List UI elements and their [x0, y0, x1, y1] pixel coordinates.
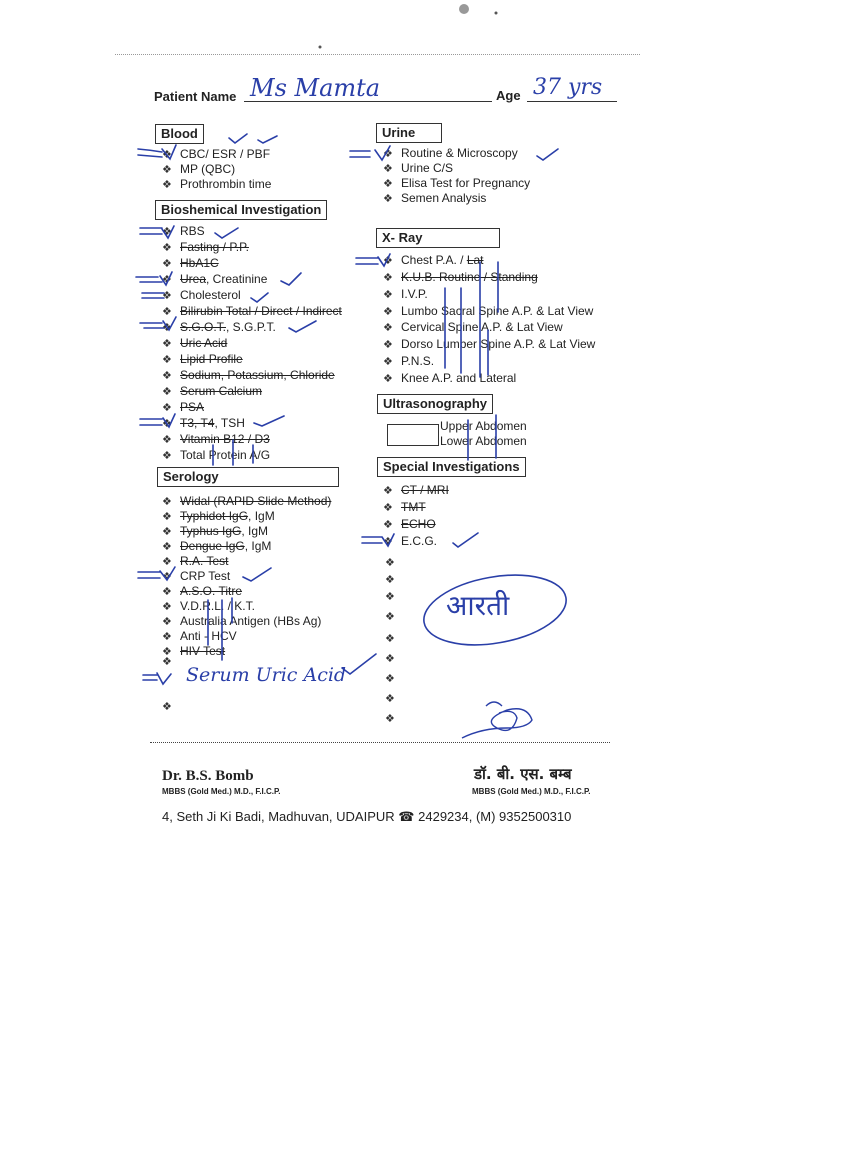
- item-text: Knee A.P. and Lateral: [401, 371, 517, 385]
- empty-bullet: ❖: [385, 611, 395, 623]
- bullet-icon: ❖: [383, 502, 393, 514]
- bullet-icon: ❖: [383, 148, 393, 160]
- item-text: Semen Analysis: [401, 191, 487, 205]
- qualification-hi: MBBS (Gold Med.) M.D., F.I.C.P.: [472, 787, 591, 796]
- bullet-icon: ❖: [383, 255, 393, 267]
- blood-section-title: Blood: [155, 124, 204, 144]
- bullet-icon: ❖: [162, 631, 172, 643]
- serology-section-title: Serology: [157, 467, 339, 487]
- bullet-icon: ❖: [162, 616, 172, 628]
- address-text: 4, Seth Ji Ki Badi, Madhuvan, UDAIPUR: [162, 809, 395, 824]
- bullet-icon: ❖: [162, 402, 172, 414]
- empty-bullet: ❖: [385, 693, 395, 705]
- item-text-rest: , Creatinine: [206, 272, 268, 286]
- footer-divider: [150, 742, 610, 743]
- item-text-rest: , IgM: [248, 509, 275, 523]
- item-text: Urine C/S: [401, 161, 454, 175]
- special-section-title: Special Investigations: [377, 457, 526, 477]
- empty-bullet: ❖: [162, 701, 172, 713]
- item-text: TMT: [401, 500, 426, 514]
- bullet-icon: ❖: [162, 370, 172, 382]
- bullet-icon: ❖: [162, 354, 172, 366]
- empty-bullet: ❖: [385, 633, 395, 645]
- item-text: Widal (RAPID Slide Method): [180, 494, 332, 508]
- bullet-icon: ❖: [162, 541, 172, 553]
- item-text: P.N.S.: [401, 354, 435, 368]
- patient-name-value: Ms Mamta: [250, 74, 381, 102]
- bullet-icon: ❖: [383, 322, 393, 334]
- xray-section-title: X- Ray: [376, 228, 500, 248]
- qualification-en: MBBS (Gold Med.) M.D., F.I.C.P.: [162, 787, 281, 796]
- item-text: A.S.O. Titre: [180, 584, 243, 598]
- bullet-icon: ❖: [383, 519, 393, 531]
- item-text: Elisa Test for Pregnancy: [401, 176, 531, 190]
- item-text: HbA1C: [180, 256, 219, 270]
- bullet-icon: ❖: [162, 258, 172, 270]
- item-text-rest: , IgM: [241, 524, 269, 538]
- bullet-icon: ❖: [383, 289, 393, 301]
- bullet-icon: ❖: [383, 339, 393, 351]
- bullet-icon: ❖: [383, 356, 393, 368]
- bullet-icon: ❖: [383, 536, 393, 548]
- item-text: E.C.G.: [401, 534, 438, 548]
- phone-text: 2429234, (M) 9352500310: [418, 809, 572, 824]
- item-text: Anti - HCV: [180, 629, 237, 643]
- item-text: R.A. Test: [180, 554, 229, 568]
- empty-bullet: ❖: [385, 557, 395, 569]
- item-text: Routine & Microscopy: [401, 146, 518, 160]
- bullet-icon: ❖: [162, 306, 172, 318]
- bullet-icon: ❖: [383, 193, 393, 205]
- item-text: ECHO: [401, 517, 436, 531]
- bullet-icon: ❖: [383, 485, 393, 497]
- item-text: PSA: [180, 400, 205, 414]
- bullet-icon: ❖: [162, 434, 172, 446]
- bullet-icon: ❖: [162, 179, 172, 191]
- serology-handwritten-extra: Serum Uric Acid: [186, 664, 347, 686]
- empty-bullet: ❖: [385, 591, 395, 603]
- item-text: Vitamin B12 / D3: [180, 432, 270, 446]
- bullet-icon: ❖: [162, 322, 172, 334]
- bullet-icon: ❖: [162, 386, 172, 398]
- item-text: Bilirubin Total / Direct / Indirect: [180, 304, 342, 318]
- bullet-icon: ❖: [162, 274, 172, 286]
- ultrasonography-item: Lower Abdomen: [440, 434, 527, 448]
- biochem-section-title: Bioshemical Investigation: [155, 200, 327, 220]
- item-text-struck: Lat: [466, 253, 484, 267]
- doctor-name-hi: डॉ. बी. एस. बम्ब: [474, 765, 572, 783]
- bullet-icon: ❖: [383, 306, 393, 318]
- bullet-icon: ❖: [383, 272, 393, 284]
- bullet-icon: ❖: [162, 646, 172, 658]
- item-text: CBC/ ESR / PBF: [180, 147, 271, 161]
- item-text: Total Protein A/G: [180, 448, 271, 462]
- phone-icon: ☎: [398, 809, 415, 824]
- item-text: T3, T4: [180, 416, 215, 430]
- bullet-icon: ❖: [162, 586, 172, 598]
- item-text: Dengue IgG: [180, 539, 245, 553]
- item-text: Typhus IgG: [180, 524, 242, 538]
- bullet-icon: ❖: [383, 178, 393, 190]
- item-text: MP (QBC): [180, 162, 236, 176]
- item-text: Australia Antigen (HBs Ag): [180, 614, 322, 628]
- bullet-icon: ❖: [162, 571, 172, 583]
- item-text: K.U.B. Routine / Standing: [401, 270, 538, 284]
- age-value: 37 yrs: [533, 75, 603, 100]
- item-text: Urea: [180, 272, 207, 286]
- bullet-icon: ❖: [162, 418, 172, 430]
- empty-bullet: ❖: [385, 653, 395, 665]
- clinic-address: [162, 809, 571, 825]
- item-text: S.G.O.T.: [180, 320, 227, 334]
- patient-name-label: Patient Name: [154, 89, 237, 104]
- empty-bullet: ❖: [385, 574, 395, 586]
- item-text: HIV Test: [180, 644, 226, 658]
- bullet-icon: ❖: [162, 601, 172, 613]
- item-text: CRP Test: [180, 569, 231, 583]
- age-label: Age: [496, 88, 521, 103]
- bullet-icon: ❖: [162, 556, 172, 568]
- stamp-text: आरती: [446, 589, 510, 622]
- empty-bullet: ❖: [385, 673, 395, 685]
- ultrasonography-section-title: Ultrasonography: [377, 394, 493, 414]
- bullet-icon: ❖: [162, 149, 172, 161]
- bullet-icon: ❖: [162, 338, 172, 350]
- item-text: Fasting / P.P.: [180, 240, 249, 254]
- item-text: Sodium, Potassium, Chloride: [180, 368, 335, 382]
- item-text: CT / MRI: [401, 483, 449, 497]
- item-text: I.V.P.: [401, 287, 428, 301]
- bullet-icon: ❖: [162, 164, 172, 176]
- urine-section-title: Urine: [376, 123, 442, 143]
- bullet-icon: ❖: [383, 373, 393, 385]
- ultrasonography-item: Upper Abdomen: [440, 419, 527, 433]
- item-text: Dorso Lumber Spine A.P. & Lat View: [401, 337, 596, 351]
- item-text: Chest P.A. /: [401, 253, 467, 267]
- item-text: Lipid Profile: [180, 352, 243, 366]
- bullet-icon: ❖: [162, 526, 172, 538]
- bullet-icon: ❖: [383, 163, 393, 175]
- empty-bullet: ❖: [162, 656, 172, 668]
- doctor-name-en: Dr. B.S. Bomb: [162, 768, 254, 784]
- empty-bullet: ❖: [385, 713, 395, 725]
- bullet-icon: ❖: [162, 496, 172, 508]
- item-text: Uric Acid: [180, 336, 228, 350]
- item-text: Cervical Spine A.P. & Lat View: [401, 320, 563, 334]
- item-text-rest: , TSH: [214, 416, 245, 430]
- item-text-rest: , IgM: [244, 539, 272, 553]
- item-text-rest: , S.G.P.T.: [226, 320, 276, 334]
- bullet-icon: ❖: [162, 226, 172, 238]
- item-text: Serum Calcium: [180, 384, 263, 398]
- bullet-icon: ❖: [162, 242, 172, 254]
- item-text: Prothrombin time: [180, 177, 272, 191]
- bullet-icon: ❖: [162, 511, 172, 523]
- bullet-icon: ❖: [162, 450, 172, 462]
- bullet-icon: ❖: [162, 290, 172, 302]
- item-text: Lumbo Sacral Spine A.P. & Lat View: [401, 304, 594, 318]
- item-text: V.D.R.L. / K.T.: [180, 599, 255, 613]
- item-text: Typhidot IgG: [180, 509, 249, 523]
- item-text: Cholesterol: [180, 288, 241, 302]
- item-text: RBS: [180, 224, 205, 238]
